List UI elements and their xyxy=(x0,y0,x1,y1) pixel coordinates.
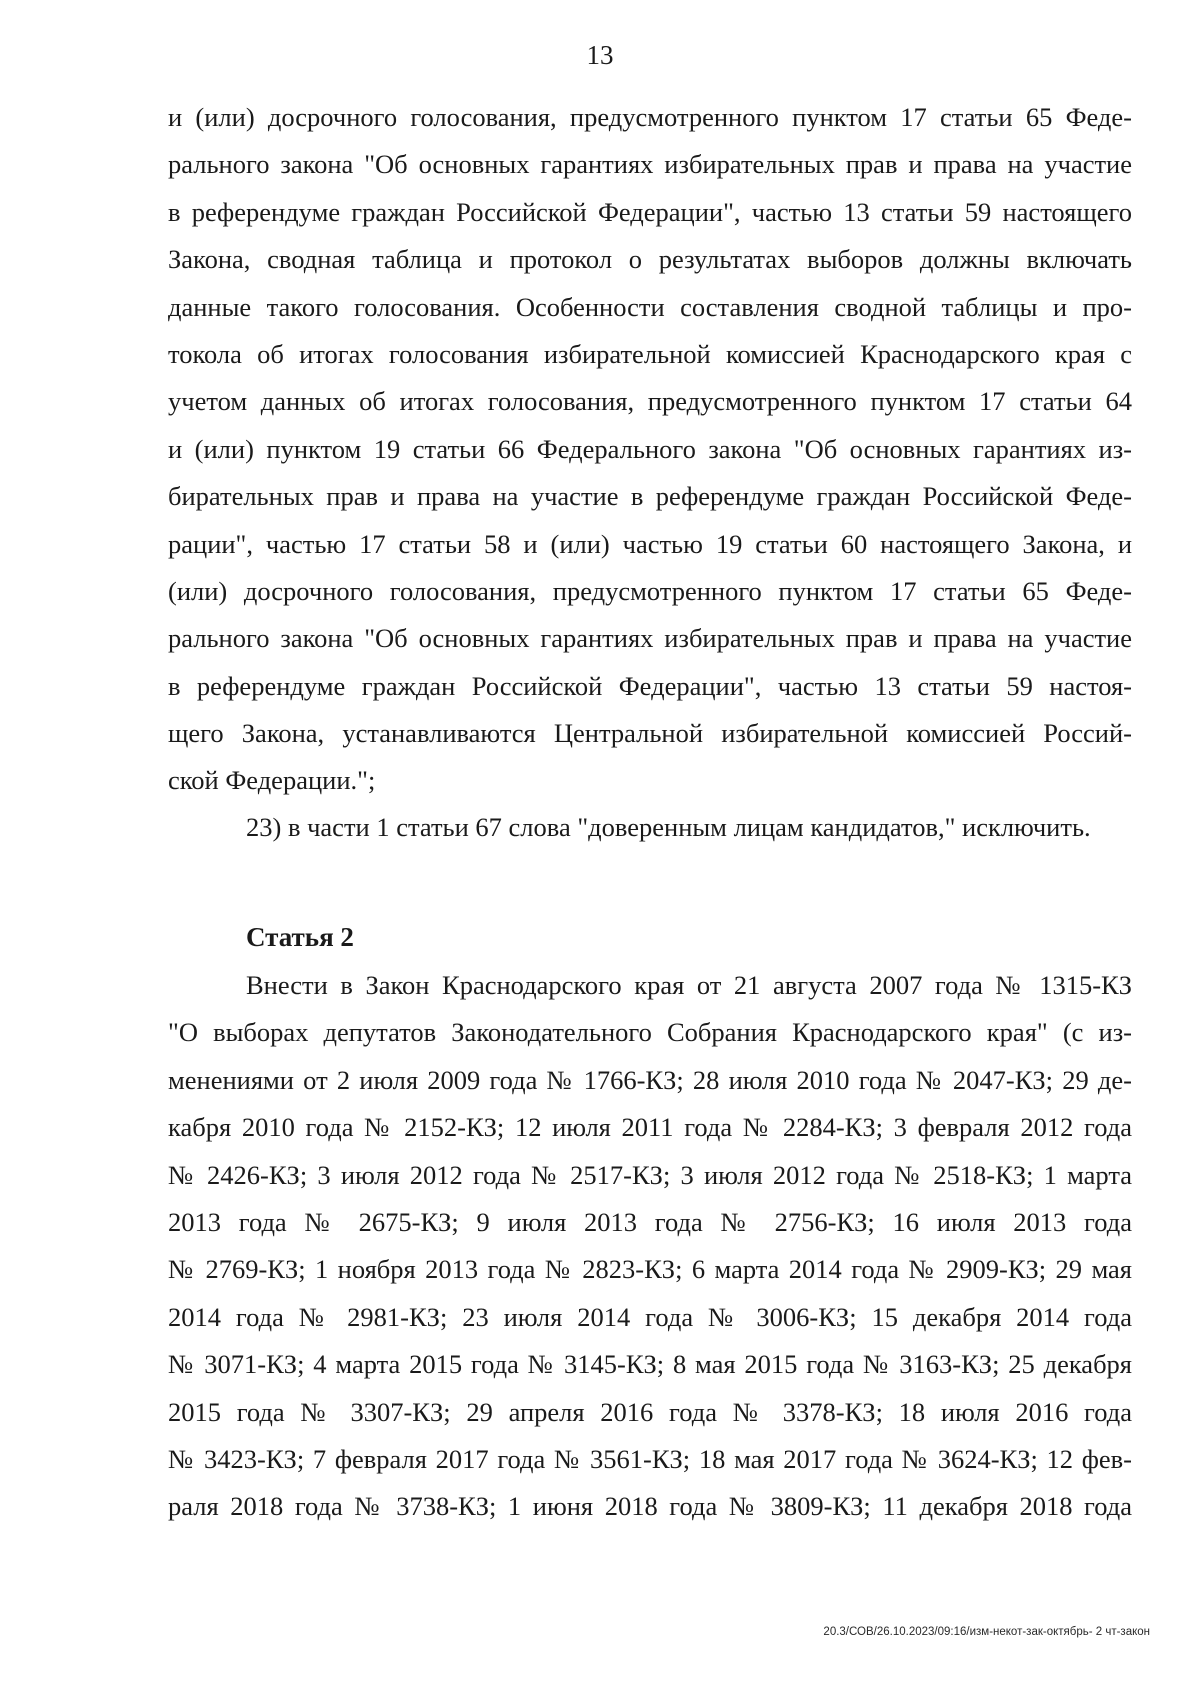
text-line: 2015 года № 3307-КЗ; 29 апреля 2016 года № 3378-КЗ; 18 июля 2016 года xyxy=(168,1396,1132,1427)
text-line: № 2426-КЗ; 3 июля 2012 года № 2517-КЗ; 3 июля 2012 года № 2518-КЗ; 1 марта xyxy=(168,1159,1132,1190)
paragraph-item-23 xyxy=(168,804,1132,851)
text-line: Внести в Закон Краснодарского края от 21 августа 2007 года № 1315-КЗ xyxy=(246,970,1132,1000)
text-line: рального закона "Об основных гарантиях избирательных прав и права на участие xyxy=(168,149,1132,180)
text-line: раля 2018 года № 3738-КЗ; 1 июня 2018 года № 3809-КЗ; 11 декабря 2018 года xyxy=(168,1491,1132,1522)
article-heading: Статья 2 xyxy=(246,922,354,952)
text-line: щего Закона, устанавливаются Центральной избирательной комиссией Россий- xyxy=(168,718,1132,749)
text-line: учетом данных об итогах голосования, предусмотренного пунктом 17 статьи 64 xyxy=(168,386,1132,417)
text-line: 23) в части 1 статьи 67 слова "доверенным лицам кандидатов," исключить. xyxy=(246,812,1091,842)
text-line: и (или) пунктом 19 статьи 66 Федерального закона "Об основных гарантиях из- xyxy=(168,433,1132,464)
text-line: в референдуме граждан Российской Федерации", частью 13 статьи 59 настоящего xyxy=(168,196,1132,227)
page-number: 13 xyxy=(586,40,614,70)
text-line: токола об итогах голосования избирательной комиссией Краснодарского края с xyxy=(168,338,1132,369)
text-line: рального закона "Об основных гарантиях избирательных прав и права на участие xyxy=(168,623,1132,654)
text-line: 2014 года № 2981-КЗ; 23 июля 2014 года № 3006-КЗ; 15 декабря 2014 года xyxy=(168,1301,1132,1332)
text-line: № 2769-КЗ; 1 ноября 2013 года № 2823-КЗ; 6 марта 2014 года № 2909-КЗ; 29 мая xyxy=(168,1254,1132,1285)
text-line: и (или) досрочного голосования, предусмотренного пунктом 17 статьи 65 Феде- xyxy=(168,102,1132,132)
text-line: "О выборах депутатов Законодательного Собрания Краснодарского края" (с из- xyxy=(168,1017,1132,1048)
text-line: бирательных прав и права на участие в референдуме граждан Российской Феде- xyxy=(168,481,1132,512)
text-line: кабря 2010 года № 2152-КЗ; 12 июля 2011 года № 2284-КЗ; 3 февраля 2012 года xyxy=(168,1112,1132,1143)
paragraph-amendment-text xyxy=(168,94,1132,805)
text-line: Закона, сводная таблица и протокол о результатах выборов должны включать xyxy=(168,244,1132,275)
text-line: данные такого голосования. Особенности составления сводной таблицы и про- xyxy=(168,291,1132,322)
text-line: в референдуме граждан Российской Федерации", частью 13 статьи 59 настоя- xyxy=(168,670,1132,701)
paragraph-article-2-text xyxy=(168,962,1132,1531)
text-line: 2013 года № 2675-КЗ; 9 июля 2013 года № 2756-КЗ; 16 июля 2013 года xyxy=(168,1206,1132,1237)
text-line: рации", частью 17 статьи 58 и (или) частью 19 статьи 60 настоящего Закона, и xyxy=(168,528,1132,559)
text-line: (или) досрочного голосования, предусмотренного пунктом 17 статьи 65 Феде- xyxy=(168,575,1132,606)
document-footer-code: 20.3/СОВ/26.10.2023/09:16/изм-некот-зак-октябрь- 2 чт-закон xyxy=(823,1626,1150,1638)
text-line: менениями от 2 июля 2009 года № 1766-КЗ; 28 июля 2010 года № 2047-КЗ; 29 де- xyxy=(168,1064,1132,1095)
text-line: № 3071-КЗ; 4 марта 2015 года № 3145-КЗ; 8 мая 2015 года № 3163-КЗ; 25 декабря xyxy=(168,1349,1132,1380)
text-line: ской Федерации."; xyxy=(168,765,376,796)
text-line: № 3423-КЗ; 7 февраля 2017 года № 3561-КЗ; 18 мая 2017 года № 3624-КЗ; 12 фев- xyxy=(168,1443,1132,1474)
